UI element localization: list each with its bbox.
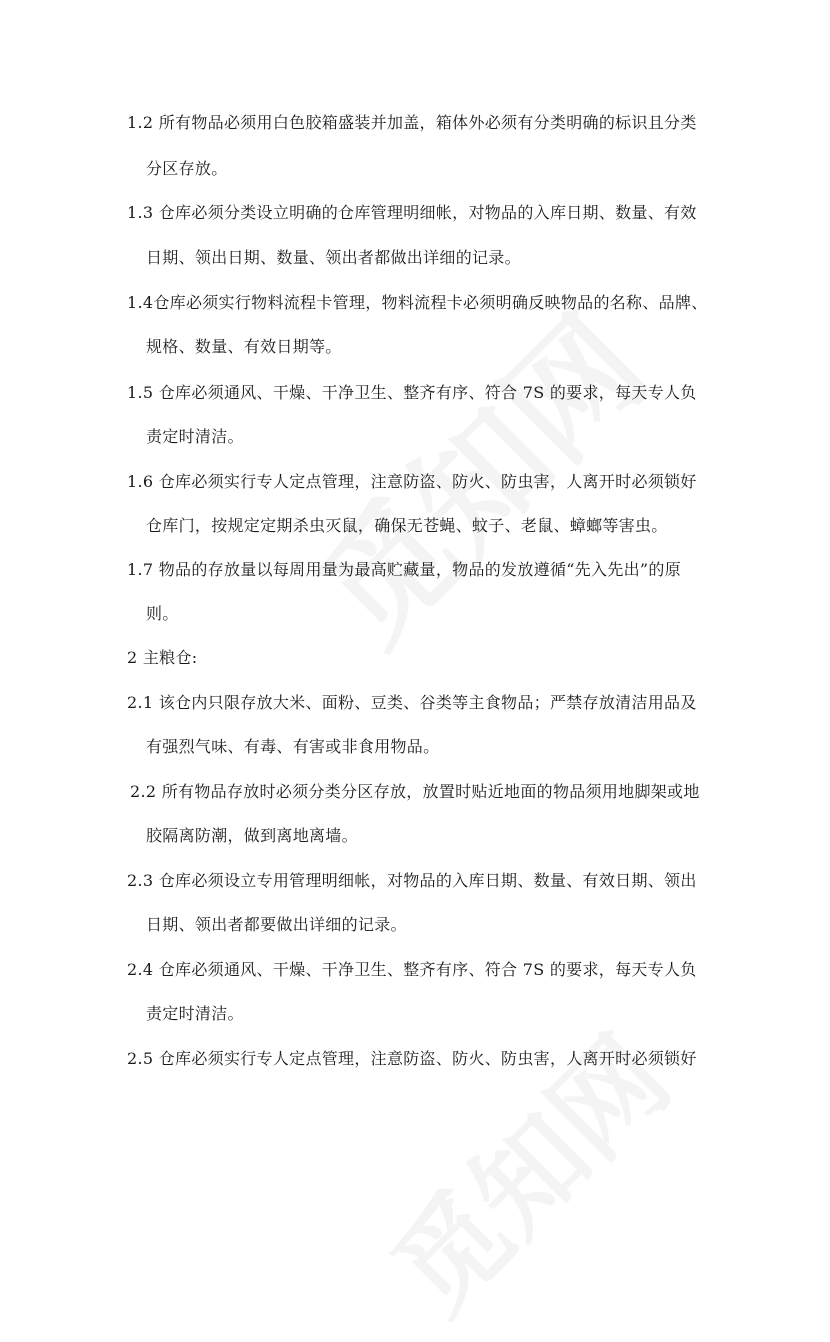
section-title: 主粮仓: xyxy=(142,648,198,667)
clause-text: 该仓内只限存放大米、面粉、豆类、谷类等主食物品；严禁存放清洁用品及 xyxy=(158,693,697,712)
clause-number: 1.3 xyxy=(127,203,154,222)
clause-text: 仓库必须通风、干燥、干净卫生、整齐有序、符合 7S 的要求，每天专人负 xyxy=(158,383,697,402)
clause-1-4-line-1 xyxy=(127,291,708,315)
clause-text: 所有物品存放时必须分类分区存放，放置时贴近地面的物品须用地脚架或地 xyxy=(161,782,700,801)
clause-text: 所有物品必须用白色胶箱盛装并加盖，箱体外必须有分类明确的标识且分类 xyxy=(158,113,697,132)
section-2-heading xyxy=(127,646,197,670)
clause-number: 2.5 xyxy=(127,1049,154,1068)
clause-1-4-line-2: 规格、数量、有效日期等。 xyxy=(146,337,342,356)
clause-1-3-line-2: 日期、领出日期、数量、领出者都做出详细的记录。 xyxy=(146,248,521,267)
clause-number: 2.2 xyxy=(130,782,157,801)
clause-1-5-line-2: 责定时清洁。 xyxy=(146,427,244,446)
clause-text: 仓库必须实行专人定点管理，注意防盗、防火、防虫害，人离开时必须锁好 xyxy=(158,1049,697,1068)
clause-2-1-line-1 xyxy=(127,691,697,715)
clause-number: 1.4 xyxy=(127,293,154,312)
clause-number: 2.3 xyxy=(127,871,154,890)
clause-2-1-line-2: 有强烈气味、有毒、有害或非食用物品。 xyxy=(146,737,440,756)
clause-1-6-line-1 xyxy=(127,470,697,494)
clause-number: 2.4 xyxy=(127,960,154,979)
clause-1-6-line-2: 仓库门，按规定定期杀虫灭鼠，确保无苍蝇、蚊子、老鼠、蟑螂等害虫。 xyxy=(146,516,668,535)
clause-number: 1.6 xyxy=(127,472,154,491)
clause-1-5-line-1 xyxy=(127,381,697,405)
clause-2-4-line-2: 责定时清洁。 xyxy=(146,1004,244,1023)
clause-2-2-line-1 xyxy=(130,780,700,804)
clause-text: 仓库必须实行专人定点管理，注意防盗、防火、防虫害，人离开时必须锁好 xyxy=(158,472,697,491)
clause-number: 1.5 xyxy=(127,383,154,402)
clause-text: 仓库必须实行物料流程卡管理，物料流程卡必须明确反映物品的名称、品牌、 xyxy=(153,293,708,312)
clause-2-3-line-2: 日期、领出者都要做出详细的记录。 xyxy=(146,915,407,934)
clause-1-7-line-2: 则。 xyxy=(146,604,179,623)
clause-1-2-line-2: 分区存放。 xyxy=(146,159,228,178)
clause-2-3-line-1 xyxy=(127,869,697,893)
clause-2-2-line-2: 胶隔离防潮，做到离地离墙。 xyxy=(146,826,358,845)
clause-text: 仓库必须设立专用管理明细帐，对物品的入库日期、数量、有效日期、领出 xyxy=(158,871,697,890)
clause-text: 仓库必须通风、干燥、干净卫生、整齐有序、符合 7S 的要求，每天专人负 xyxy=(158,960,697,979)
clause-2-5-line-1 xyxy=(127,1047,697,1071)
clause-1-2-line-1 xyxy=(127,111,697,135)
clause-1-7-line-1 xyxy=(127,558,681,582)
clause-number: 1.7 xyxy=(127,560,154,579)
section-number: 2 xyxy=(127,648,138,667)
clause-text: 物品的存放量以每周用量为最高贮藏量，物品的发放遵循“先入先出”的原 xyxy=(158,560,682,579)
clause-2-4-line-1 xyxy=(127,958,697,982)
clause-1-3-line-1 xyxy=(127,201,697,225)
clause-number: 1.2 xyxy=(127,113,154,132)
clause-number: 2.1 xyxy=(127,693,154,712)
clause-text: 仓库必须分类设立明确的仓库管理明细帐，对物品的入库日期、数量、有效 xyxy=(158,203,697,222)
